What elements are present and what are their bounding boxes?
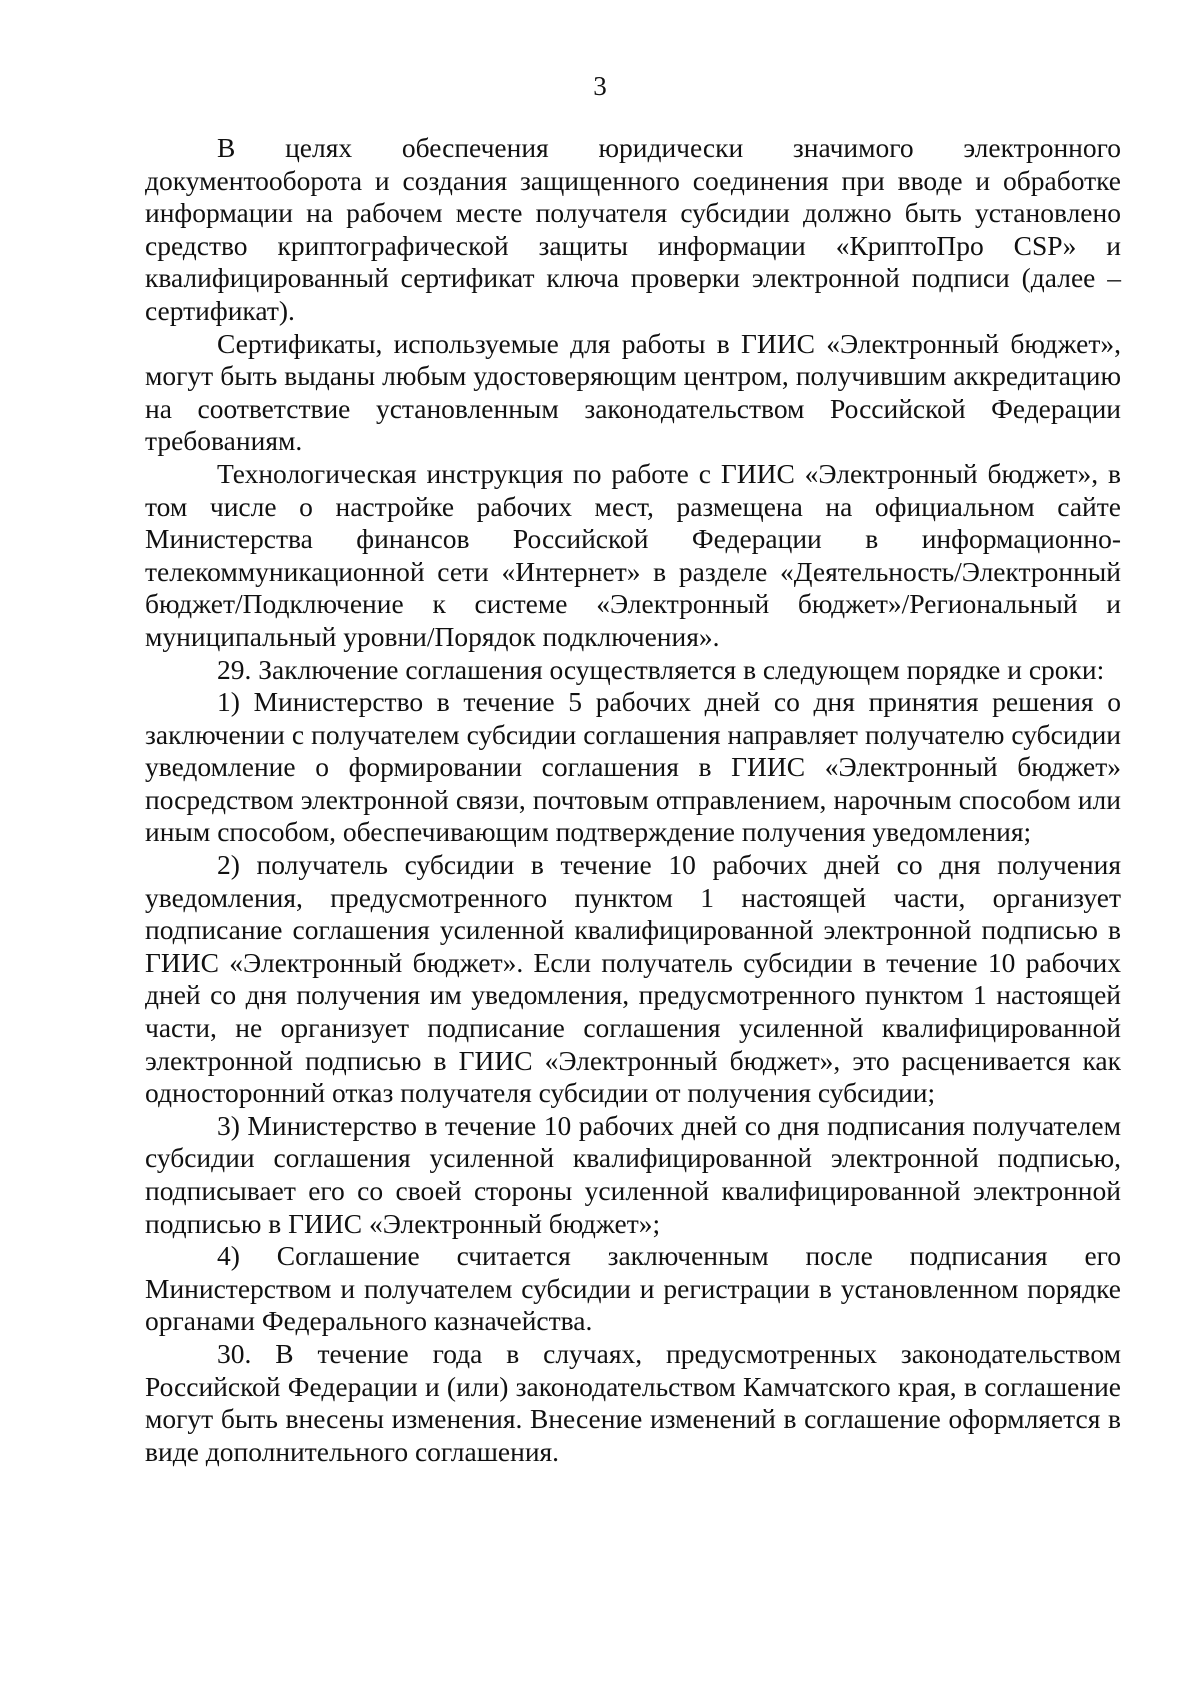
- paragraph-item-3: 3) Министерство в течение 10 рабочих дней со дня подписания получателем субсидии соглашения усиленной квалифицированной электронной подписью, подписывает его со своей стороны усиленной квалифицированной электронной подписью в ГИИС «Электронный бюджет»;: [145, 1109, 1121, 1239]
- paragraph-crypto-requirements: В целях обеспечения юридически значимого электронного документооборота и создания защищенного соединения при вводе и обработке информации на рабочем месте получателя субсидии должно быть установлено средство криптографической защиты информации «КриптоПро CSP» и квалифицированный сертификат ключа проверки электронной подписи (далее – сертификат).: [145, 132, 1121, 326]
- paragraph-technical-instruction: Технологическая инструкция по работе с ГИИС «Электронный бюджет», в том числе о настройке рабочих мест, размещена на официальном сайте Министерства финансов Российской Федерации в информационно-телекоммуникационной сети «Интернет» в разделе «Деятельность/Электронный бюджет/Подключение к системе «Электронный бюджет»/Региональный и муниципальный уровни/Порядок подключения».: [145, 457, 1121, 652]
- paragraph-item-4: 4) Соглашение считается заключенным после подписания его Министерством и получателем субсидии и регистрации в установленном порядке органами Федерального казначейства.: [145, 1240, 1121, 1337]
- document-body: [145, 132, 1121, 1468]
- page-number: 3: [593, 71, 607, 101]
- paragraph-item-2: 2) получатель субсидии в течение 10 рабочих дней со дня получения уведомления, предусмотренного пунктом 1 настоящей части, организует подписание соглашения усиленной квалифицированной электронной подписью в ГИИС «Электронный бюджет». Если получатель субсидии в течение 10 рабочих дней со дня получения им уведомления, предусмотренного пунктом 1 настоящей части, не организует подписание соглашения усиленной квалифицированной электронной подписью в ГИИС «Электронный бюджет», это расценивается как односторонний отказ получателя субсидии от получения субсидии;: [145, 849, 1121, 1109]
- paragraph-item-1: 1) Министерство в течение 5 рабочих дней со дня принятия решения о заключении с получателем субсидии соглашения направляет получателю субсидии уведомление о формировании соглашения в ГИИС «Электронный бюджет» посредством электронной связи, почтовым отправлением, нарочным способом или иным способом, обеспечивающим подтверждение получения уведомления;: [145, 686, 1121, 848]
- paragraph-certificates: Сертификаты, используемые для работы в ГИИС «Электронный бюджет», могут быть выданы любым удостоверяющим центром, получившим аккредитацию на соответствие установленным законодательством Российской Федерации требованиям.: [145, 327, 1121, 457]
- paragraph-section-30: 30. В течение года в случаях, предусмотренных законодательством Российской Федерации и (или) законодательством Камчатского края, в соглашение могут быть внесены изменения. Внесение изменений в соглашение оформляется в виде дополнительного соглашения.: [145, 1337, 1121, 1467]
- paragraph-section-29: 29. Заключение соглашения осуществляется в следующем порядке и сроки:: [217, 653, 1105, 685]
